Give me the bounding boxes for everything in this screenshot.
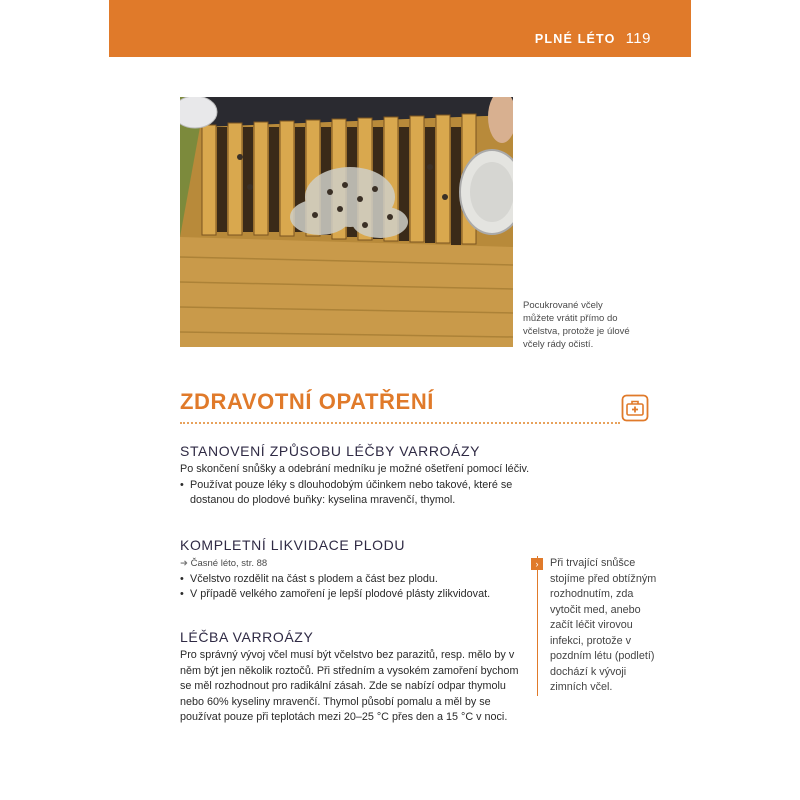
block-treatment-method <box>180 462 530 509</box>
block-brood-removal <box>180 556 530 603</box>
page-number: 119 <box>625 30 651 47</box>
chevron-right-icon: › <box>531 558 543 570</box>
heading-treatment-method: STANOVENÍ ZPŮSOBU LÉČBY VARROÁZY <box>180 443 481 459</box>
sidebar-note <box>537 556 662 696</box>
sidebar-text: Při trvající snůšce stojíme před obtížným rozhodnutím, zda vytočit med, anebo začít léčit virovou infekci, protože v pozdním létu (podletí) dochází k vývoji zimních včel. <box>550 557 657 693</box>
reference-text: Časné léto, str. 88 <box>190 558 268 569</box>
bullet-item: • Včelstvo rozdělit na část s plodem a část bez plodu. <box>180 572 530 588</box>
bullet-item: • V případě velkého zamoření je lepší plodové plásty zlikvidovat. <box>180 587 530 603</box>
first-aid-kit-icon <box>621 394 649 422</box>
running-head <box>535 30 651 47</box>
arrow-right-icon: ➜ <box>180 558 188 569</box>
bullet-item: • Používat pouze léky s dlouhodobým účinkem nebo takové, které se dostanou do plodové buňky: kyselina mravenčí, thymol. <box>180 478 530 509</box>
section-divider <box>180 422 620 424</box>
photo-caption: Pocukrované včely můžete vrátit přímo do včelstva, protože je úlové včely rády očistí. <box>523 300 630 350</box>
beehive-illustration <box>180 97 513 347</box>
paragraph: Pro správný vývoj včel musí být včelstvo bez parazitů, resp. mělo by v něm být jen několik roztočů. Při středním a vysokém zamoření bychom se měl rozhodnout pro radikální zásah. Zde se nabízí odpar thymolu nebo 60% kyseliny mravenčí. Thymol působí pomalu a měl by se používat pouze při teplotách mezi 20–25 °C přes den a 15 °C v noci. <box>180 649 519 723</box>
book-page <box>109 0 691 800</box>
cross-reference <box>180 556 530 572</box>
heading-brood-removal: KOMPLETNÍ LIKVIDACE PLODU <box>180 537 406 553</box>
heading-varroa-treatment: LÉČBA VARROÁZY <box>180 629 314 645</box>
beehive-photo <box>180 97 513 347</box>
paragraph: Po skončení snůšky a odebrání medníku je možné ošetření pomocí léčiv. <box>180 463 530 475</box>
header-band <box>109 0 691 57</box>
section-title: ZDRAVOTNÍ OPATŘENÍ <box>180 389 435 414</box>
section-label: PLNÉ LÉTO <box>534 32 616 46</box>
